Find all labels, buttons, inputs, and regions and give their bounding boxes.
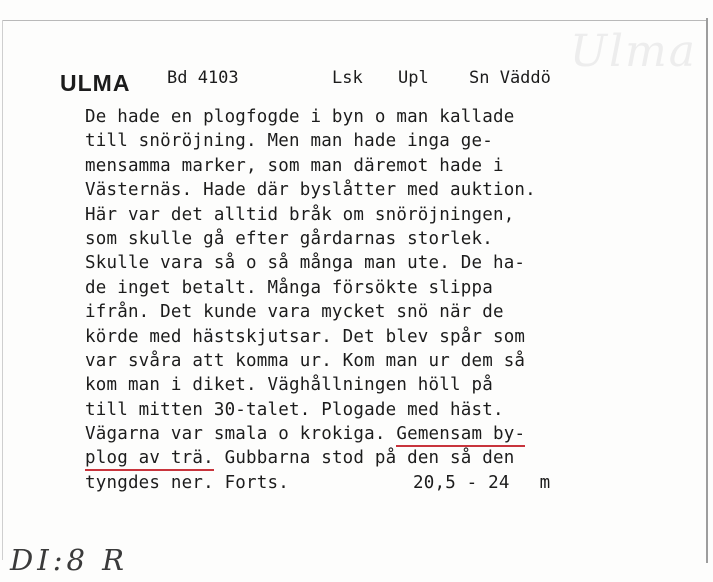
text-line-7: Skulle vara så o så många man ute. De ha- bbox=[85, 253, 526, 274]
card-body-text bbox=[85, 105, 675, 495]
measurement-unit: m bbox=[539, 472, 551, 493]
text-line-15-plain: Gubbarna stod på den så den bbox=[213, 448, 515, 469]
text-line-16-text: tyngdes ner. Forts. bbox=[85, 472, 289, 493]
text-line-1: De hade en plogfogde i byn o man kallade bbox=[85, 107, 515, 127]
text-line-9: ifrån. Det kunde vara mycket snö när de bbox=[85, 302, 504, 323]
underlined-phrase-end: plog av trä. bbox=[85, 448, 214, 471]
text-line-5: Här var det alltid bråk om snöröjningen, bbox=[85, 204, 515, 225]
text-line-10: körde med hästskjutsar. Det blev spår som bbox=[85, 326, 526, 347]
text-line-6: som skulle gå efter gårdarnas storlek. bbox=[85, 228, 493, 249]
card-top-edge bbox=[2, 20, 707, 21]
bleed-through-watermark: Ulma bbox=[569, 26, 697, 77]
text-line-2: till snöröjning. Men man hade inga ge- bbox=[85, 131, 493, 152]
landscape-label: Lsk bbox=[332, 68, 363, 88]
text-line-4: Västernäs. Hade där byslåtter med auktion. bbox=[85, 180, 536, 201]
text-line-14-plain: Vägarna var smala o krokiga. bbox=[85, 424, 397, 445]
card-right-edge bbox=[706, 18, 708, 563]
province-label: Upl bbox=[398, 68, 429, 88]
text-line-15 bbox=[85, 446, 675, 470]
underlined-phrase-start: Gemensam by- bbox=[396, 424, 525, 447]
record-code: Bd 4103 bbox=[167, 68, 239, 88]
text-line-3: mensamma marker, som man däremot hade i bbox=[85, 155, 504, 176]
place-name: ULMA bbox=[60, 70, 131, 96]
card-left-edge bbox=[2, 20, 3, 560]
measurement-figure: 20,5 - 24 bbox=[412, 472, 510, 493]
text-line-11: var svåra att komma ur. Kom man ur dem så bbox=[85, 350, 526, 371]
text-line-16 bbox=[85, 471, 675, 495]
text-line-12: kom man i diket. Väghållningen höll på bbox=[85, 375, 493, 396]
text-line-13: till mitten 30-talet. Plogade med häst. bbox=[85, 399, 504, 420]
text-line-8: de inget betalt. Många försökte slippa bbox=[85, 277, 493, 298]
handwritten-annotation: DI:8 R bbox=[10, 543, 128, 577]
card-header bbox=[0, 64, 713, 98]
parish-label: Sn Väddö bbox=[469, 68, 551, 88]
text-line-14 bbox=[85, 422, 675, 446]
